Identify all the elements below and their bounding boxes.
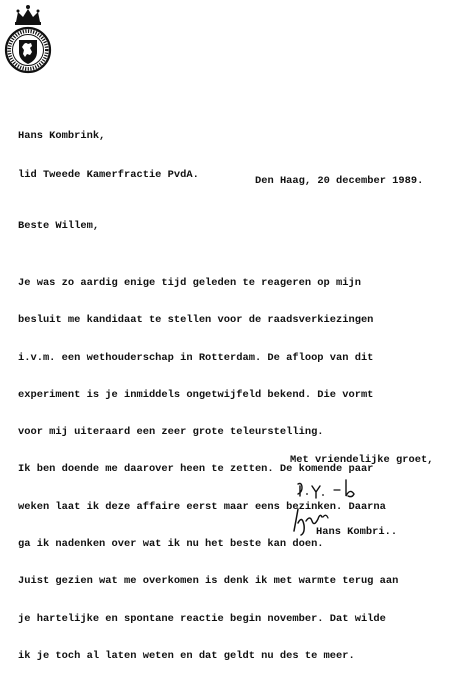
- body-line: Ik ben doende me daarover heen te zetten. De komende paar: [18, 463, 374, 476]
- closing: Met vriendelijke groet,: [290, 454, 434, 466]
- letter-body: [18, 252, 398, 688]
- salutation: Beste Willem,: [18, 220, 100, 232]
- body-line: experiment is je inmiddels ongetwijfeld bekend. Die vormt: [18, 388, 374, 401]
- royal-lion-seal-icon: [4, 2, 52, 80]
- body-line: Juist gezien wat me overkomen is denk ik met warmte terug aan: [18, 575, 399, 588]
- signed-name: Hans Kombri..: [316, 526, 398, 538]
- sender-block: [18, 104, 199, 208]
- letter-date: Den Haag, 20 december 1989.: [255, 175, 424, 187]
- sender-name: Hans Kombrink,: [18, 130, 106, 142]
- body-line: voor mij uiteraard een zeer grote teleurstelling.: [18, 426, 324, 439]
- body-line: Je was zo aardig enige tijd geleden te reageren op mijn: [18, 277, 361, 289]
- royal-seal: [4, 2, 52, 80]
- body-line: ga ik nadenken over wat ik nu het beste kan doen.: [18, 538, 324, 551]
- body-line: je hartelijke en spontane reactie begin november. Dat wilde: [18, 612, 386, 625]
- sender-title: lid Tweede Kamerfractie PvdA.: [18, 169, 199, 181]
- body-line: i.v.m. een wethouderschap in Rotterdam. De afloop van dit: [18, 351, 374, 364]
- body-line: ik je toch al laten weten en dat geldt nu des te meer.: [18, 649, 355, 662]
- handwritten-initials-icon: [290, 478, 370, 506]
- body-line: besluit me kandidaat te stellen voor de raadsverkiezingen: [18, 314, 374, 327]
- body-line: weken laat ik deze affaire eerst maar eens bezinken. Daarna: [18, 500, 386, 513]
